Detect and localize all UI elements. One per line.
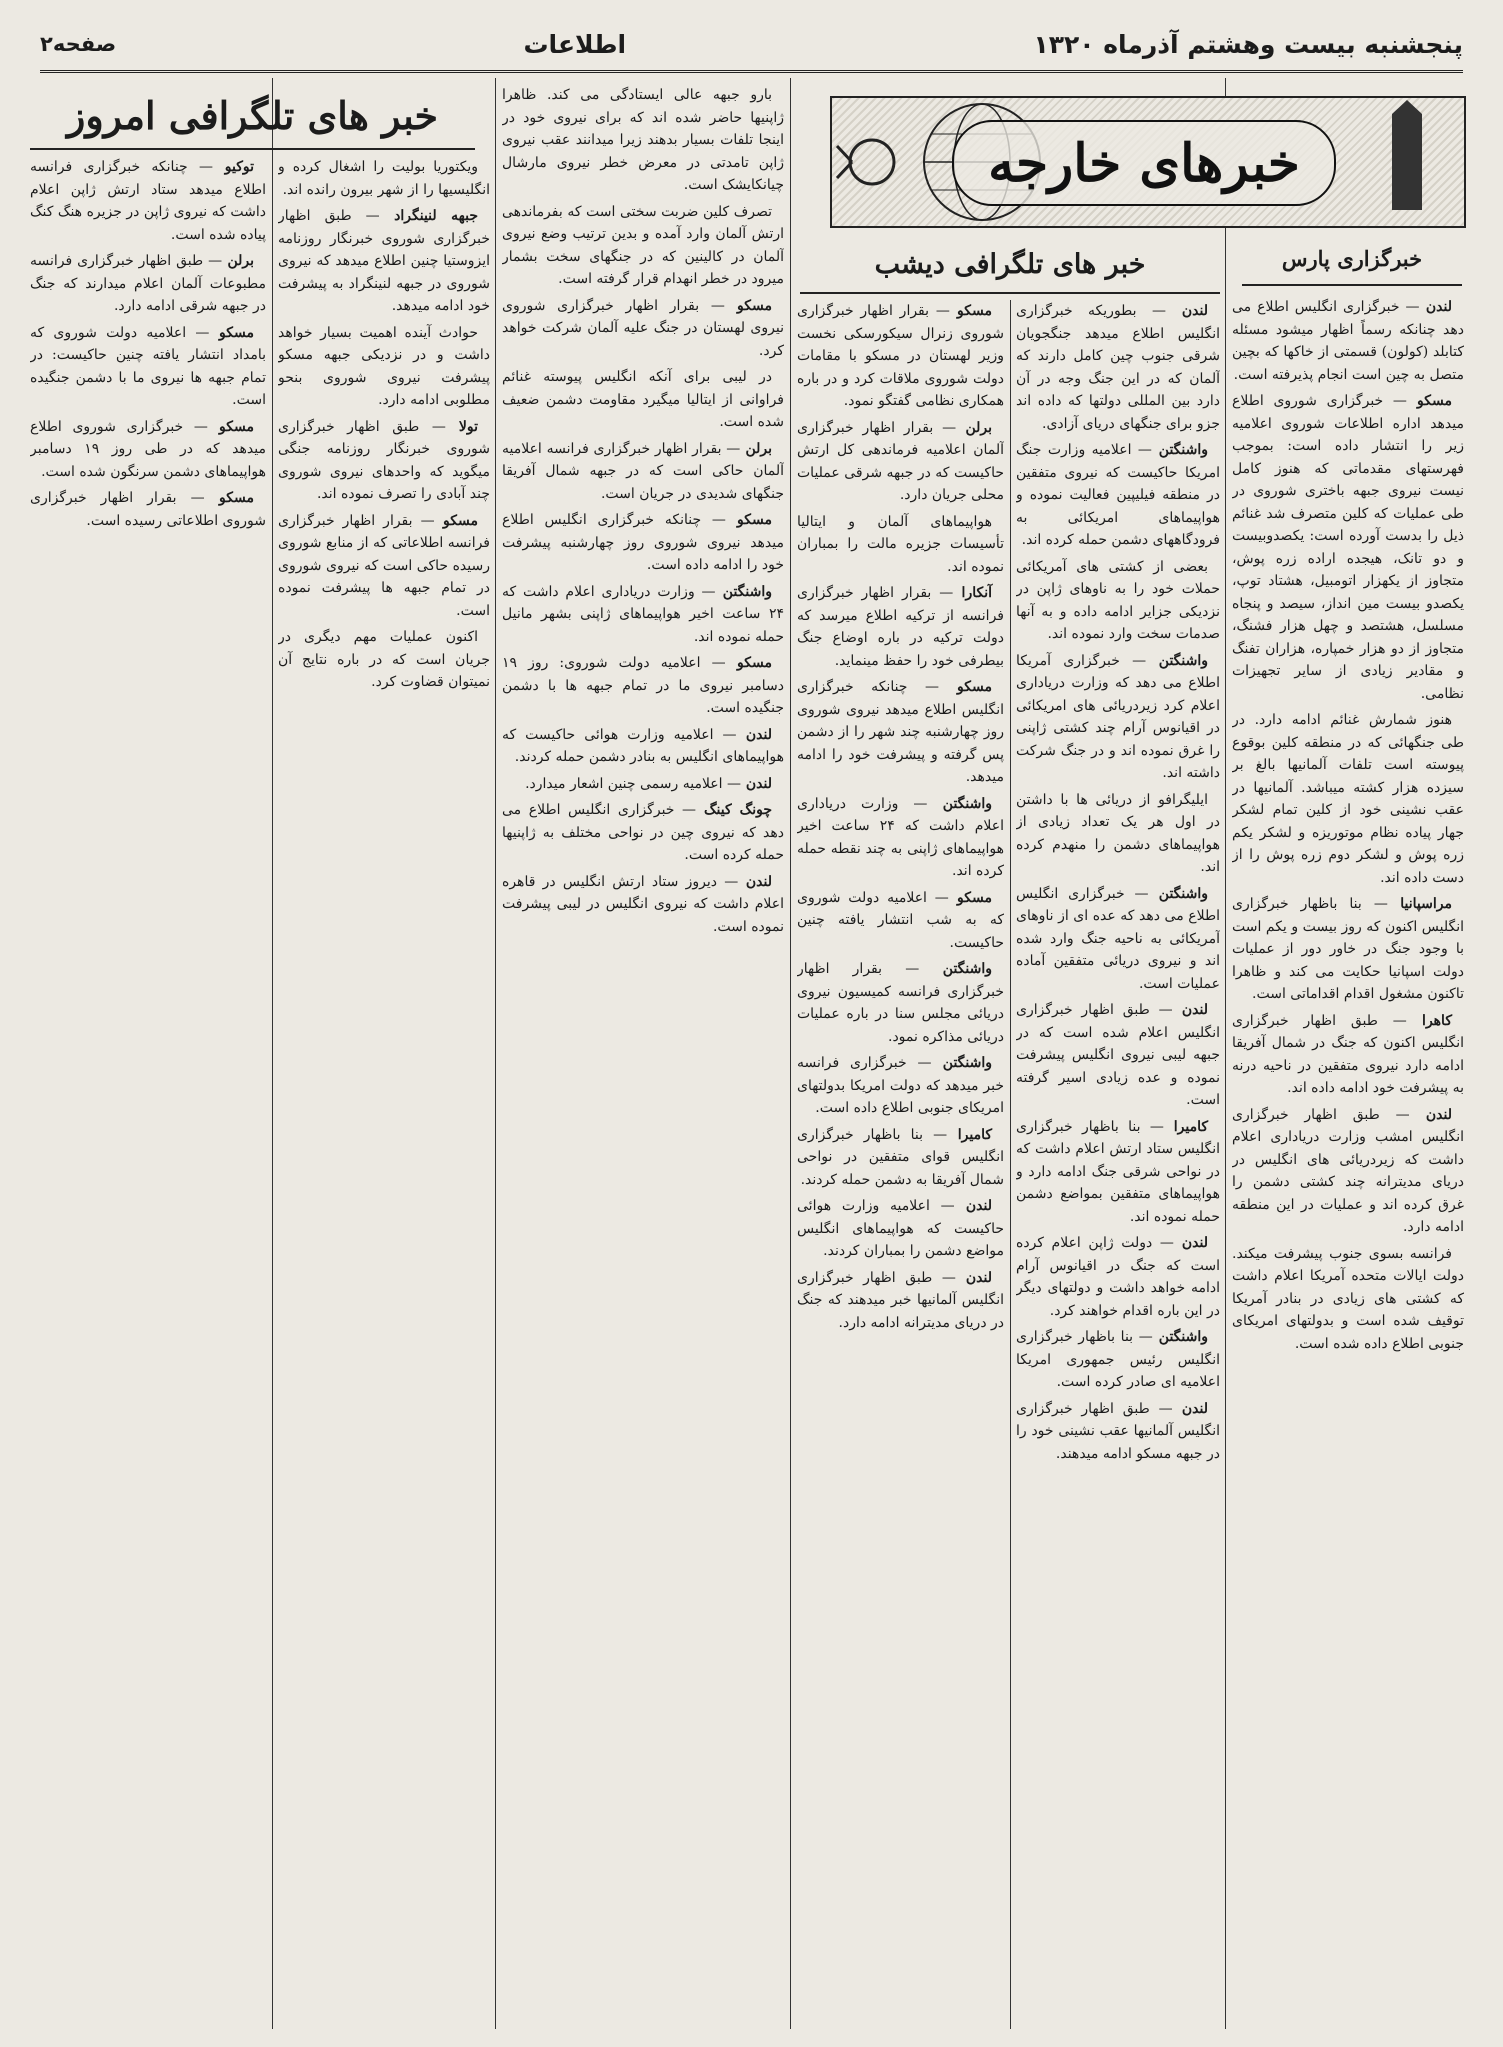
news-dateline: واشنگتن <box>919 961 993 977</box>
news-item <box>30 156 266 246</box>
news-dateline: جبهه لنینگراد <box>379 208 478 224</box>
headline-last-night: خبر های تلگرافی دیشب <box>874 249 1146 280</box>
news-body: — بقرار اظهار خبرگزاری فرانسه از ترکیه اطلاع میرسد که دولت ترکیه در باره اوضاع جنگ بیطرفی خود را حفظ مینماید. <box>797 585 1004 669</box>
news-item <box>502 652 784 720</box>
news-item <box>797 793 1004 883</box>
news-dateline: آنکارا <box>953 585 992 601</box>
news-body: — بقرار اظهار خبرگزاری آلمان اعلامیه فرماندهی کل ارتش حاکیست که در جبهه شرقی عملیات محلی جریان دارد. <box>797 419 1004 503</box>
news-dateline: واشنگتن <box>927 795 992 812</box>
news-item <box>278 510 490 623</box>
news-dateline: لندن <box>1166 303 1208 319</box>
news-item <box>502 201 784 291</box>
news-item <box>502 581 784 649</box>
news-body: — بقرار اظهار خبرگزاری فرانسه کمیسیون نیروی دریائی مجلس سنا در باره عملیات دریائی مذاکره نمود. <box>797 961 1004 1045</box>
news-body: — خبرگزاری فرانسه خبر میدهد که دولت امریکا بدولتهای امریکای جنوبی اطلاع داده است. <box>797 1055 1004 1116</box>
news-dateline: مسکو <box>939 679 993 695</box>
news-body: — بنا باظهار خبرگزاری انگلیس اکنون که روز بیست و یکم است با وجود جنگ در خاور دور از عملیات دولت اسپانیا حکایت می کند و ظاهرا تاکنون مشغول اقدام اقداماتی است. <box>1232 896 1464 1002</box>
news-dateline: تولا <box>445 418 478 435</box>
news-item <box>1232 1010 1464 1100</box>
news-dateline: مسکو <box>949 303 992 319</box>
news-item <box>502 366 784 434</box>
news-dateline: لندن <box>741 775 772 792</box>
news-item <box>278 626 490 694</box>
news-body: ایلیگرافو از دریائی ها با داشتن در اول هر یک تعداد زیادی از هواپیماهای دشمن را منهدم کرده اند. <box>1016 791 1220 875</box>
news-dateline: مسکو <box>209 324 255 341</box>
news-dateline: لندن <box>1172 1002 1208 1018</box>
news-body: — چنانکه خبرگزاری فرانسه اطلاع میدهد ستاد ارتش ژاپن اعلام داشت که نیروی ژاپن در جزیره هنگ کنگ پیاده شده است. <box>30 159 266 243</box>
news-item <box>797 582 1004 672</box>
news-dateline: مسکو <box>725 512 772 528</box>
page-header <box>40 18 1463 73</box>
news-dateline: کامیرا <box>947 1126 992 1143</box>
news-body: — اعلامیه رسمی چنین اشعار میدارد. <box>525 775 741 792</box>
news-body: — بطوریکه خبرگزاری انگلیس اطلاع میدهد جنگجویان شرقی جنوب چین کامل دارند که آلمان که در این جنگ وجه در آن دارد بین المللی دولتها که داده اند جزو برای جنگهای دریای آزادی. <box>1016 303 1220 432</box>
news-body: — بنا باظهار خبرگزاری انگلیس رئیس جمهوری امریکا اعلامیه ای صادر کرده است. <box>1016 1329 1220 1390</box>
news-dateline: واشنگتن <box>715 583 773 600</box>
news-body: — طبق اظهار خبرگزاری انگلیس آلمانیها عقب نشینی خود را در جبهه مسکو ادامه میدهند. <box>1016 1400 1220 1462</box>
news-item <box>797 958 1004 1048</box>
news-body: — اعلامیه وزارت جنگ امریکا حاکیست که نیروی متفقین در منطقه فیلیپین فعالیت نموده و هواپیماهای امریکائی به فرودگاههای دشمن حمله کرده اند. <box>1016 442 1220 548</box>
news-body: — طبق اظهار خبرگزاری انگلیس امشب وزارت دریاداری اعلام داشت که زیردریائی های انگلیس در دریای مدیترانه چند کشتی دشمن را غرق کرده اند و عملیات در این منطقه ادامه دارد. <box>1232 1106 1464 1235</box>
news-body: — بقرار اظهار خبرگزاری شوروی زنرال سیکورسکی نخست وزیر لهستان در مسکو با مقامات دولت شوروی ملاقات کرد و در باره همکاری نظامی گفتگو نمود. <box>797 303 1004 409</box>
news-item <box>1232 1243 1464 1356</box>
news-body: — دیروز ستاد ارتش انگلیس در قاهره اعلام داشت که نیروی انگلیس در لیبی پیشرفت نموده است. <box>502 873 784 935</box>
news-dateline: مسکو <box>434 512 478 529</box>
news-dateline: لندن <box>1419 299 1452 315</box>
news-item <box>797 511 1004 579</box>
column-rule <box>495 78 496 2029</box>
news-item <box>1016 1326 1220 1394</box>
news-item <box>502 438 784 506</box>
news-body: — بقرار اظهار خبرگزاری فرانسه اطلاعاتی که از منابع شوروی رسیده حاکی است که نیروی شوروی در تمام جبهه ها پیشرفت نموده است. <box>278 512 490 619</box>
news-body: — خبرگزاری شوروی اطلاع میدهد که در طی روز ۱۹ دسامبر هواپیماهای دشمن سرنگون شده است. <box>30 418 266 480</box>
news-body: — وزارت دریاداری اعلام داشت که ۲۴ ساعت اخیر هواپیماهای ژاپنی به چند نقطه حمله کرده اند. <box>797 795 1004 879</box>
column-today-right <box>278 156 490 2026</box>
column-last-night-right <box>1016 300 1220 2026</box>
news-item <box>30 416 266 484</box>
news-dateline: مسکو <box>724 297 772 314</box>
news-dateline: واشنگتن <box>1148 885 1208 902</box>
news-dateline: برلن <box>956 419 992 436</box>
news-body: هواپیماهای آلمان و ایتالیا تأسیسات جزیره مالت را بمباران نموده اند. <box>797 513 1004 575</box>
news-dateline: مسکو <box>207 418 255 435</box>
news-body: — بقرار اظهار خبرگزاری فرانسه اعلامیه آلمان حاکی است که در جبهه شمال آفریقا جنگهای شدیدی در جریان است. <box>502 440 784 502</box>
news-body: — خبرگزاری انگلیس اطلاع می دهد که عده ای از ناوهای آمریکائی به ناحیه جنگ وارد شده اند و نیروی دریائی متفقین آماده عملیات است. <box>1016 885 1220 992</box>
news-body: — چنانکه خبرگزاری انگلیس اطلاع میدهد نیروی شوروی روز چهارشنبه پیشرفت خود را ادامه داده است. <box>502 512 784 573</box>
news-item <box>278 322 490 412</box>
agency-label: خبرگزاری پارس <box>1242 246 1462 286</box>
news-dateline: مسکو <box>1406 393 1453 409</box>
news-body: — طبق اظهار خبرگزاری شوروی خبرنگار روزنامه ایزوستیا چنین اطلاع میدهد که نیروی شوروی در جبهه لنینگراد به پیشرفت خود ادامه میدهد. <box>278 208 490 314</box>
news-dateline: واشنگتن <box>1152 1329 1209 1345</box>
news-item <box>797 300 1004 413</box>
news-dateline: برلن <box>222 253 254 269</box>
page-label: صفحه۲ <box>40 32 117 56</box>
news-body: در لیبی برای آنکه انگلیس پیوسته غنائم فراوانی از ایتالیا میگیرد مقاومت دشمن ضعیف شده است. <box>502 369 784 430</box>
news-item <box>1016 1116 1220 1229</box>
news-body: — طبق اظهار خبرگزاری شوروی خبرنگار روزنامه جنگی میگوید که واحدهای نیروی شوروی چند آبادی را تصرف نموده اند. <box>278 418 490 502</box>
news-body: — اعلامیه دولت شوروی که بامداد انتشار یافته چنین حاکیست: در تمام جبهه ها نیروی ما با دشمن جنگیده است. <box>30 324 266 408</box>
news-dateline: برلن <box>740 440 772 457</box>
news-body: فرانسه بسوی جنوب پیشرفت میکند. دولت ایالات متحده آمریکا اعلام داشت که کشتی های زیادی در بنادر آمریکا توقیف شده است و بدولتهای امریکای جنوبی اطلاع داده شده است. <box>1232 1245 1464 1352</box>
column-center <box>502 84 784 2026</box>
news-body: ویکتوریا بولیت را اشغال کرده و انگلیسیها را از شهر بیرون رانده اند. <box>278 159 490 198</box>
news-item <box>1232 709 1464 889</box>
news-item <box>797 1124 1004 1192</box>
news-body: — اعلامیه وزارت هوائی حاکیست که هواپیماهای انگلیس مواضع دشمن را بمباران کردند. <box>797 1198 1004 1259</box>
headline-today: خبر های تلگرافی امروز <box>66 93 439 138</box>
news-body: — بقرار اظهار خبرگزاری شوروی اطلاعاتی رسیده است. <box>30 490 266 529</box>
news-item <box>502 84 784 197</box>
news-item <box>502 773 784 796</box>
news-item <box>502 724 784 769</box>
news-body: — اعلامیه دولت شوروی: روز ۱۹ دسامبر نیروی ما در تمام جبهه ها با دشمن جنگیده است. <box>502 655 784 716</box>
news-body: — اعلامیه دولت شوروی که به شب انتشار یافته چنین حاکیست. <box>797 889 1004 951</box>
column-rule <box>1010 300 1011 2029</box>
news-item <box>1232 893 1464 1006</box>
news-item <box>502 295 784 363</box>
news-item <box>1232 296 1464 386</box>
news-item <box>1016 789 1220 879</box>
news-body: — طبق اظهار خبرگزاری فرانسه مطبوعات آلمان اعلام میدارند که جنگ در جبهه شرقی ادامه دارد. <box>30 253 266 314</box>
news-body: بعضی از کشتی های آمریکائی حملات خود را به ناوهای ژاپن در نزدیکی جزایر ادامه داده و به آنها صدمات سخت وارد نموده اند. <box>1016 558 1220 642</box>
news-body: — اعلامیه وزارت هوائی حاکیست که هواپیماهای انگلیس به بنادر دشمن حمله کردند. <box>502 726 784 765</box>
news-item <box>797 417 1004 507</box>
issue-date: پنجشنبه بیست وهشتم آذرماه ۱۳۲۰ <box>1033 29 1463 59</box>
news-dateline: مسکو <box>948 889 992 906</box>
news-dateline: مسکو <box>204 490 254 506</box>
news-body: — طبق اظهار خبرگزاری انگلیس اکنون که جنگ در شمال آفریقا ادامه دارد نیروی متفقین در ناحیه درنه به پیشرفت خود ادامه داده اند. <box>1232 1012 1464 1096</box>
news-body: حوادث آینده اهمیت بسیار خواهد داشت و در نزدیکی جبهه مسکو پیشرفت نیروی شوروی بنحو مطلوبی ادامه دارد. <box>278 324 490 408</box>
headline-rule <box>30 148 475 150</box>
news-body: — طبق اظهار خبرگزاری انگلیس آلمانیها خبر میدهند که جنگ در دریای مدیترانه ادامه دارد. <box>797 1269 1004 1331</box>
news-item <box>797 887 1004 955</box>
news-item <box>1016 439 1220 552</box>
column-today-left <box>30 156 266 2026</box>
news-body: تصرف کلین ضربت سختی است که بفرماندهی ارتش آلمان وارد آمده و بدین ترتیب وضع نیروی آلمان در کالینین که در جنگهای سخت بشمار میرود در خطر انهدام قرار گرفته است. <box>502 203 784 287</box>
column-last-night-left <box>797 300 1004 2026</box>
news-dateline: کاهرا <box>1406 1012 1452 1029</box>
news-item <box>30 487 266 532</box>
paper-name: اطلاعات <box>523 29 627 59</box>
news-body: — خبرگزاری شوروی اطلاع میدهد اداره اطلاعات شوروی اعلامیه زیر را انتشار داده است: بموجب فهرستهای مقدماتی که هنوز کامل نیست نیروی جبهه باختری شوروی در طی عملیات که کلین متصرف شد غنائم ذیل را بدست آورده است: یکصدوبیست و دو تانک، هیجده اراده زره پوش، متجاوز از یکهزار اتومبیل، هشتاد توپ، یکصدو بیست مین انداز، سیصد و پنجاه مسلسل، هشتصد و چهل هزار فشنگ، متجاوز از دو هزار خمپاره، هزاران تفنگ و مقادیر زیادی از سایر تجهیزات نظامی. <box>1232 393 1464 702</box>
news-item <box>1016 300 1220 435</box>
news-item <box>1016 1398 1220 1466</box>
banner-title: خبرهای خارجه <box>952 120 1336 206</box>
news-dateline: واشنگتن <box>1151 442 1209 458</box>
news-item <box>797 676 1004 789</box>
news-dateline: لندن <box>1409 1106 1452 1123</box>
news-item <box>1016 1232 1220 1322</box>
column-rule <box>272 78 273 2029</box>
news-item <box>1232 1104 1464 1239</box>
news-body: — طبق اظهار خبرگزاری انگلیس اعلام شده است که در جبهه لیبی نیروی انگلیس پیشرفت نموده و عده زیادی اسیر گرفته است. <box>1016 1002 1220 1108</box>
news-dateline: لندن <box>738 873 772 890</box>
headline-rule <box>800 292 1220 294</box>
news-dateline: لندن <box>955 1269 992 1286</box>
foreign-news-banner <box>830 96 1466 228</box>
news-item <box>278 205 490 318</box>
news-item <box>502 509 784 577</box>
news-item <box>1016 999 1220 1112</box>
news-item <box>30 250 266 318</box>
news-body: — خبرگزاری انگلیس اطلاع می دهد که نیروی چین در نواحی مختلف به ژاپنیها حمله کرده است. <box>502 802 784 863</box>
news-item <box>502 871 784 939</box>
news-dateline: لندن <box>736 726 772 743</box>
news-dateline: واشنگتن <box>1146 652 1208 669</box>
news-item <box>797 1195 1004 1263</box>
news-item <box>1232 390 1464 705</box>
news-dateline: لندن <box>1172 1400 1208 1417</box>
news-dateline: کامیرا <box>1163 1118 1208 1135</box>
news-item <box>797 1052 1004 1120</box>
news-body: — دولت ژاپن اعلام کرده است که جنگ در اقیانوس آرام ادامه خواهد داشت و دولتهای دیگر در این باره اقدام خواهند کرد. <box>1016 1235 1220 1319</box>
news-dateline: مسکو <box>725 655 773 671</box>
news-item <box>502 799 784 867</box>
news-body: — بنا باظهار خبرگزاری انگلیس قوای متفقین در نواحی شمال آفریقا به دشمن حمله کردند. <box>797 1126 1004 1188</box>
news-body: — خبرگزاری آمریکا اطلاع می دهد که وزارت دریاداری اعلام کرد زیردریائی های امریکائی در اقیانوس آرام چند کشتی ژاپنی را غرق نموده اند و در جنگ شرکت داشته اند. <box>1016 652 1220 781</box>
news-item <box>1016 650 1220 785</box>
news-item <box>1016 883 1220 996</box>
news-item <box>278 156 490 201</box>
news-dateline: مراسپانیا <box>1387 896 1452 912</box>
column-pars-news <box>1232 296 1464 2026</box>
column-rule <box>1225 78 1226 2029</box>
news-dateline: توکیو <box>213 159 254 175</box>
news-item <box>30 322 266 412</box>
news-item <box>797 1267 1004 1335</box>
news-body: — وزارت دریاداری اعلام داشت که ۲۴ ساعت اخیر هواپیماهای ژاپنی بشهر مانیل حمله نموده اند. <box>502 583 784 645</box>
column-rule <box>790 78 791 2029</box>
news-body: — بقرار اظهار خبرگزاری شوروی نیروی لهستان در جنگ علیه آلمان شرکت خواهد کرد. <box>502 297 784 359</box>
news-body: بارو جبهه عالی ایستادگی می کند. ظاهرا ژاپنیها حاضر شده اند که برای نیروی خود در اینجا تلفات بسیار بدهند زیرا میدانند عقب نیروی ژاپن تامدتی در معرض خطر نیروی مارشال چیانکایشک است. <box>502 87 784 193</box>
news-dateline: چونگ کینگ <box>696 802 772 818</box>
news-item <box>278 416 490 506</box>
news-dateline: لندن <box>1173 1235 1208 1251</box>
news-item <box>1016 556 1220 646</box>
news-dateline: لندن <box>954 1198 992 1214</box>
news-body: اکنون عملیات مهم دیگری در جریان است که در باره نتایج آن نمیتوان قضاوت کرد. <box>278 629 490 690</box>
news-body: — چنانکه خبرگزاری انگلیس اطلاع میدهد نیروی شوروی روز چهارشنبه چند شهر را از دشمن پس گرفته و پیشرفت خود را ادامه میدهد. <box>797 679 1004 785</box>
news-body: — بنا باظهار خبرگزاری انگلیس ستاد ارتش اعلام داشت که در نواحی شرقی جنگ ادامه دارد و هواپیماهای متفقین بمواضع دشمن حمله نموده اند. <box>1016 1118 1220 1225</box>
news-dateline: واشنگتن <box>931 1055 993 1071</box>
news-body: — خبرگزاری انگلیس اطلاع می دهد چنانکه رسماً اظهار میشود مسئله کتابلد (کولون) قسمتی از خاکها که بچین متصل به چین است انجام پذیرفته است. <box>1232 299 1464 383</box>
news-body: هنوز شمارش غنائم ادامه دارد. در طی جنگهائی که در منطقه کلین بوقوع پیوسته است تلفات آلمانیها بالغ بر سیزده هزار کشته میباشد. آلمانیها در عقب نشینی خود از کلین تمام لشکر جهار پیاده نظام موتوریزه و لشکر یکم زره پوش و لشکر دوم زره پوش را از دست داده اند. <box>1232 712 1464 886</box>
